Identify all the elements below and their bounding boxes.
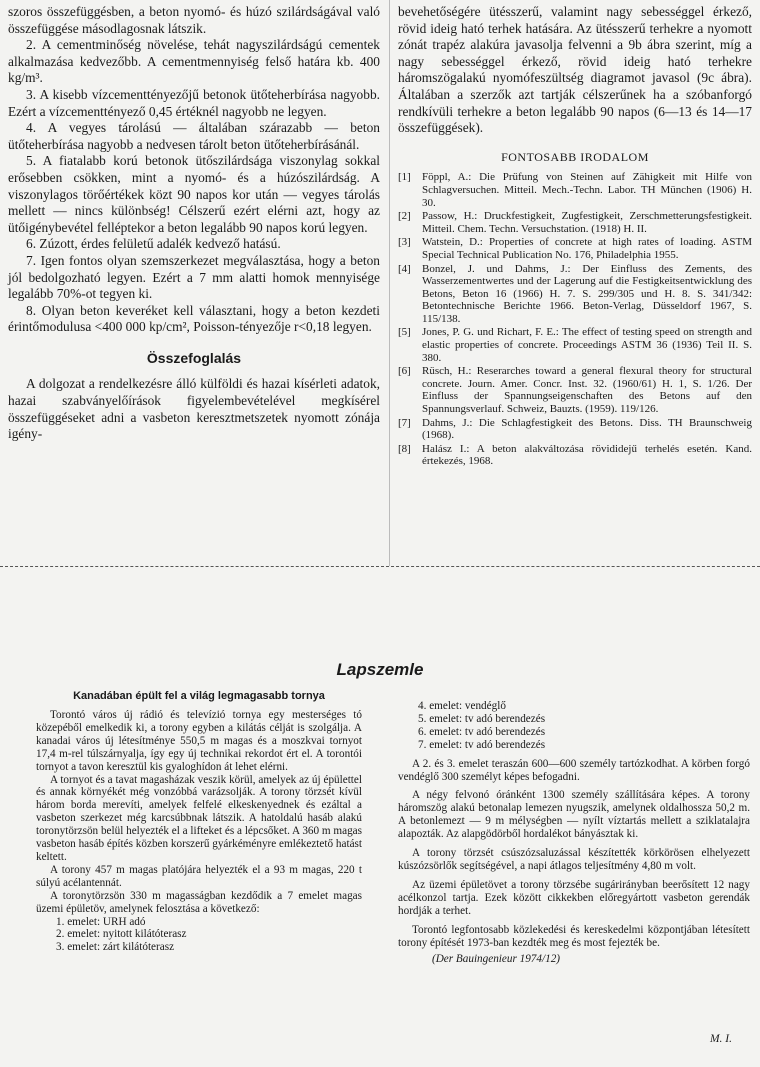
reference-number: [6] <box>398 365 411 378</box>
paragraph-5: 5. A fiatalabb korú betonok ütőszilárdsága viszonylag sokkal erősebben csökken, mint a nyomó- és a húzószilárdság. A viszonylagos törőértékek közt 90 napos kor után — vegyes tárolás mellett — nincs különbség! Célszerű ezért elérni azt, hogy az ütőigénybevétel felléptekor a beton legalább 90 napos korú legyen. <box>8 153 380 235</box>
article-left-column <box>36 690 362 954</box>
reference-text: Watstein, D.: Properties of concrete at high rates of loading. ASTM Special Technical Publication No. 176, Philadelphia 1955. <box>422 236 752 261</box>
lapszemle-title: Lapszemle <box>336 660 424 679</box>
paragraph-8: 8. Olyan beton keveréket kell választani, hogy a beton kezdeti érintőmodulusa <400 000 kp/cm², Poisson-tényezője r<0,18 legyen. <box>8 302 380 335</box>
article-paragraph: A toronytörzsön 330 m magasságban kezdődik a 7 emelet magas üzemi épületöv, amelynek felosztása a következő: <box>36 889 362 915</box>
article-title: Kanadában épült fel a világ legmagasabb tornya <box>73 690 325 702</box>
article-paragraph: A 2. és 3. emelet teraszán 600—600 személy tartózkodhat. A körben forgó vendéglő 300 személyt képes befogadni. <box>398 757 750 783</box>
floor-item: 5. emelet: tv adó berendezés <box>418 712 546 725</box>
article-paragraph: Az üzemi épületövet a torony törzsébe sugárirányban beerősített 12 nagy acélkonzol tartja. Ezek között cikkekben előregyártott vasbeton gerendák hordják a terhet. <box>398 878 750 917</box>
reference-item <box>398 171 752 209</box>
reference-item <box>398 263 752 326</box>
reference-text: Bonzel, J. und Dahms, J.: Der Einfluss des Zements, des Wasserzementwertes und der Lagerung auf die Festigkeitsentwicklung des Betons, Beton 16 (1966) H. 7. S. 299/305 und H. 8. S. 341/342: Betontechnische Berichte 1966. Beton-Verlag, Düsseldorf 1967, S. 115/138. <box>422 262 752 325</box>
source-citation: (Der Bauingenieur 1974/12) <box>432 953 561 966</box>
article-paragraph: A torony törzsét csúszózsaluzással készítették körkörösen elhelyezett kúszózsörlők segítségével, a napi átlagos teljesítmény 4,80 m volt. <box>398 847 750 872</box>
floor-list <box>36 916 362 955</box>
floor-item: 4. emelet: vendéglő <box>418 700 506 712</box>
reference-text: Halász I.: A beton alakváltozása rövididejű terhelés esetén. Kand. értekezés, 1968. <box>422 442 752 468</box>
reference-number: [5] <box>398 326 411 339</box>
paragraph-3: 3. A kisebb vízcementtényezőjű betonok ütőteherbírása nagyobb. Ezért a vízcementtényező 0,45 értéknél nagyobb ne legyen. <box>8 86 380 119</box>
reference-number: [8] <box>398 442 411 455</box>
summary <box>8 376 380 442</box>
summary-text: A dolgozat a rendelkezésre álló külföldi és hazai kísérleti adatok, hazai szabványelőírások figyelembevételével megkísérel összefüggéseket adni a vasbeton keresztmetszetek nyomott zónája igény- <box>8 376 380 442</box>
article-paragraph: A torony 457 m magas platójára helyezték el a 93 m magas, 220 t súlyú acélantennát. <box>36 863 362 889</box>
reference-text: Rüsch, H.: Reserarches toward a general flexural theory for structural concrete. Journ. Amer. Concr. Inst. 32. (1960/61) H. 1, S. 1/26. Der Einfluss der Spannungseigenschaften des Betons auf den Spannungsverlauf. Schweiz, Bauzts. (1959). 119/126. <box>422 365 752 416</box>
reference-number: [7] <box>398 416 411 429</box>
reference-number: [1] <box>398 171 411 184</box>
reference-item <box>398 443 752 468</box>
column-rule <box>389 0 390 566</box>
floor-item: 6. emelet: tv adó berendezés <box>418 725 546 738</box>
author-initials: M. I. <box>709 1033 732 1045</box>
continued-paragraph: bevehetőségére ütésszerű, valamint nagy sebességgel érkező, rövid ideig ható terhek hatására. Az ütésszerű terhekre a nyomott zónát trapéz alakúra javasolja felvenni a 9b ábra szerint, míg a nagy sebességgel érkező, rövid ideig ható terhekre háromszögalakú nyomófeszültség diagramot javasol (9c ábra). Általában a szerzők azt tartják célszerűnek ha a szóbanforgó rendkívüli terhekre a beton legalább 90 napos (6—13 és 14—17 összefüggések). <box>398 4 752 136</box>
reference-number: [4] <box>398 262 411 275</box>
floor-item: 2. emelet: nyitott kilátóterasz <box>56 928 187 941</box>
references-heading: FONTOSABB IRODALOM <box>501 149 649 164</box>
article-paragraph: A négy felvonó óránként 1300 személy szállítására képes. A torony háromszög alakú betonalap lemezen nyugszik, amelynek oldalhossza 50,2 m. A betonlemezt — 9 m mélységben — nyílt víztartás mellett a sziklatalajra alapozták. Az alapgödörből hordalékot bányásztak ki. <box>398 789 750 841</box>
summary-heading: Összefoglalás <box>146 349 242 366</box>
reference-text: Föppl, A.: Die Prüfung von Steinen auf Zähigkeit mit Hilfe von Schlagversuchen. Mitteil. Mech.-Techn. Labor. TH München (1906) H. 30. <box>422 171 752 209</box>
article-paragraph: A tornyot és a tavat magasházak veszik körül, amelyek az új épülettel és annak környékét még vonzóbbá varázsolják. A torony törzsét kívül három borda merevíti, amelyek felfelé elkeskenyednek és ezáltal a vasbeton szerkezet még karcsúbbnak látszik. A hatoldalú hasáb alakú toronytörzsön belül helyezték el a lifteket és a lépcsőket. A 360 m magas vasbeton hasáb építés közben korszerű gyárkéményre emlékeztető hatást keltett. <box>36 773 362 863</box>
floor-item: 3. emelet: zárt kilátóterasz <box>56 941 175 954</box>
paragraph-2: 2. A cementminőség növelése, tehát nagyszilárdságú cementek alkalmazása kedvezőbb. A cementmennyiség felső határa kb. 400 kg/m³. <box>8 37 380 86</box>
top-left-column <box>8 4 380 443</box>
article-paragraph: Torontó város új rádió és televízió tornya egy mesterséges tó közepéből emelkedik ki, a torony egyben a kilátás célját is szolgálja. A kanadai város új létesítménye 550,5 m magas és a moszkvai tornyot 17,4 m-rel túlszárnyalja, így egy új technikai rekordot ért el. A torontói tornyot a tavon keresztül kis gyaloghídon át lehet elérni. <box>36 709 362 773</box>
paragraph-7: 7. Igen fontos olyan szemszerkezet megválasztása, hogy a beton jól bedolgozható legyen. Ezért a 7 mm alatti homok mennyisége legalább 70%-ot tegyen ki. <box>8 252 380 302</box>
paragraph-6: 6. Zúzott, érdes felületű adalék kedvező hatású. <box>26 236 281 252</box>
reference-text: Dahms, J.: Die Schlagfestigkeit des Betons. Diss. TH Braunschweig (1968). <box>422 416 752 442</box>
reference-item <box>398 236 752 261</box>
reference-text: Jones, P. G. und Richart, F. E.: The effect of testing speed on strength and elastic properties of concrete. Proceedings ASTM 36 (1936) Teil II. S. 380. <box>422 326 752 364</box>
reference-item <box>398 326 752 364</box>
reference-item <box>398 417 752 442</box>
reference-number: [3] <box>398 236 411 249</box>
paragraph-4: 4. A vegyes tárolású — általában szárazabb — beton ütőteherbírása nagyobb a nedvesen tárolt beton ütőteherbírásánál. <box>8 120 380 152</box>
floor-item: 7. emelet: tv adó berendezés <box>418 738 546 751</box>
article-right-column <box>398 700 750 966</box>
reference-text: Passow, H.: Druckfestigkeit, Zugfestigkeit, Zerschmetterungsfestigkeit. Mitteil. Chem. Techn. Versuchstation. (1918) H. II. <box>422 210 752 235</box>
top-right-column <box>398 4 752 469</box>
floor-item: 1. emelet: URH adó <box>56 915 146 928</box>
reference-item <box>398 210 752 235</box>
reference-item <box>398 365 752 415</box>
references-list <box>398 171 752 468</box>
article-paragraph: Torontó legfontosabb közlekedési és kereskedelmi központjában létesített torony építését 1973-ban kezdték meg és most fejezték be. <box>398 923 750 949</box>
floor-list <box>398 700 750 752</box>
paragraph-1: szoros összefüggésben, a beton nyomó- és húzó szilárdságával való összefüggése másodlagosnak látszik. <box>8 4 380 36</box>
section-divider <box>0 566 760 567</box>
reference-number: [2] <box>398 210 411 223</box>
